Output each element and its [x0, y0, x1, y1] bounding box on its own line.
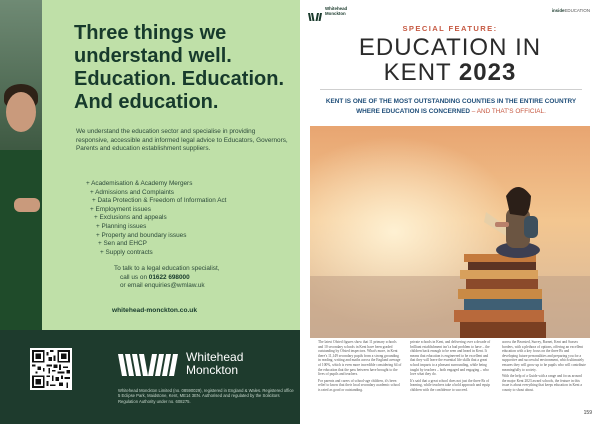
service-item: + Admissions and Complaints	[90, 188, 175, 196]
headline-line: And education.	[74, 91, 219, 113]
title-prefix: KENT	[383, 59, 459, 86]
masthead-line: Monckton	[325, 10, 346, 16]
legal-notice: Whitehead Monckton Limited (no. 08590029), registered in England & Wales. Registered office 5 Eclipse Park, Maidstone, Kent, ME14 3EN. Authorised and regulated by the Solicitors Regulation Authority under no. 608275.	[118, 388, 294, 404]
headline-line: Three things we	[74, 22, 227, 44]
contact-line: To talk to a legal education specialist,	[114, 265, 220, 272]
masthead-line: Whitehead	[325, 6, 348, 11]
article-paragraph: across the Bearsted, Surrey, Barnet, Kent and Sussex borders, with a plethora of options, offering an excellent education with a key focus on the three Rs and developing future personalities and preparing you for a supportive and successful environment, which ultimately ensures they will grow up to be pupils who will contribute meaningfully to society.	[502, 340, 586, 372]
article-paragraph: private schools in Kent, and delivering over a decade of brilliant establishment isn't a bad problem to have – the children back enough to be seen and heard in Kent. It means that education is engineered to be excellent and that they will leave the essential life skills that a great school imparts to a pleasant surrounding, while being taught by teachers – both engaged and engaging – who love what they do.	[410, 340, 491, 377]
brand-name-line: Whitehead	[186, 350, 244, 364]
section-name: EDUCATION	[564, 8, 590, 13]
service-item: + Sen and EHCP	[98, 240, 147, 248]
standfirst-soft: – AND THAT'S OFFICIAL.	[469, 108, 546, 115]
standfirst	[314, 97, 588, 117]
divider	[320, 89, 582, 90]
service-item: + Data Protection & Freedom of Information Act	[92, 197, 227, 205]
article-paragraph: The latest Ofsted figures show that 11 primary schools and 10 secondary schools in Kent have been graded outstanding by Ofsted inspectors. What's more, in Kent there's 11,149 secondary pupils from a strong grounding in reading, writing and maths across the England average of 100%, which is even more incredible considering 64 of the education that the pass between have brought to the lives of pupils and teachers.	[318, 340, 402, 377]
email-line[interactable]: or email enquiries@wmlaw.uk	[120, 282, 205, 290]
service-item: + Exclusions and appeals	[94, 214, 167, 222]
article-column	[318, 340, 402, 395]
service-item: + Academisation & Academy Mergers	[86, 180, 193, 187]
contact-line: call us on	[120, 273, 149, 281]
service-item: + Employment issues	[90, 205, 151, 213]
magazine-logo-icon	[308, 8, 322, 16]
feature-kicker: SPECIAL FEATURE:	[402, 24, 498, 33]
article-paragraph: With the help of a Guide with a range and focus around the major Kent 2023 award schools, the feature in this issue is about everything that keeps education in Kent a county to shout about.	[502, 374, 582, 392]
services-list	[86, 180, 226, 257]
phone-number[interactable]: 01622 698000	[148, 273, 190, 281]
headline-line: Education. Education.	[74, 68, 285, 90]
article-column	[502, 340, 586, 395]
headline-line: understand well.	[74, 45, 232, 67]
advert-intro: We understand the education sector and specialise in providing responsive, accessible and informed legal advice to Educators, Governors, Parents and education establishment suppliers.	[76, 128, 288, 153]
section-brand: inside	[551, 8, 565, 13]
hero-image	[310, 126, 590, 338]
service-item: + Property and boundary issues	[96, 231, 187, 239]
advert-headline	[74, 22, 300, 114]
article-paragraph: It's said that a great school does not just the three Rs of learning, while teachers take a bold approach and equip children with the confidence to succeed.	[410, 378, 490, 392]
service-item: + Supply contracts	[100, 248, 153, 256]
magazine-masthead	[325, 7, 347, 17]
service-item: + Planning issues	[96, 222, 147, 230]
qr-code-icon[interactable]	[30, 348, 72, 390]
page-number: 159	[583, 410, 592, 416]
editorial-page	[300, 0, 600, 424]
brand-name	[186, 351, 243, 377]
article-body	[318, 340, 586, 395]
student-photo	[0, 0, 42, 330]
standfirst-main: KENT IS ONE OF THE MOST OUTSTANDING COUNTIES IN THE ENTIRE COUNTRY WHERE EDUCATION IS CONCERNED	[325, 98, 577, 115]
contact-block	[114, 265, 220, 291]
whitehead-monckton-logo-icon	[118, 354, 178, 376]
title-year: 2023	[458, 59, 517, 86]
feature-title-line	[300, 60, 600, 86]
feature-title-line: EDUCATION IN	[358, 34, 542, 61]
article-column	[410, 340, 494, 395]
advert-panel	[42, 0, 300, 330]
section-tag	[552, 8, 590, 13]
brand-name-line: Monckton	[186, 363, 239, 377]
website-link[interactable]: whitehead-monckton.co.uk	[112, 307, 197, 314]
article-paragraph: For parents and carers of school-age children, it's been relief to know that their local secondary academic school is rated as good or outstanding.	[318, 378, 401, 392]
